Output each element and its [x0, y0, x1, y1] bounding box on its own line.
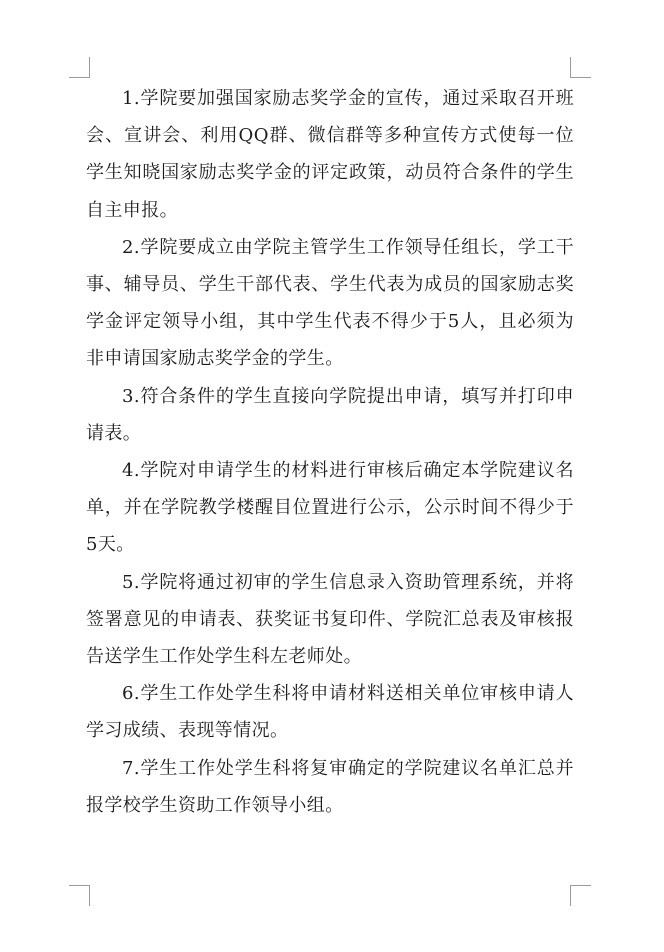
paragraph-2: 2.学院要成立由学院主管学生工作领导任组长，学工干事、辅导员、学生干部代表、学生代表为成员的国家励志奖学金评定领导小组，其中学生代表不得少于5人，且必须为非申请国家励志奖学金的学生。: [86, 236, 574, 370]
paragraph-5: 5.学院将通过初审的学生信息录入资助管理系统，并将签署意见的申请表、获奖证书复印件、学院汇总表及审核报告送学生工作处学生科左老师处。: [86, 571, 574, 668]
paragraph-7: 7.学生工作处学生科将复审确定的学院建议名单汇总并报学校学生资助工作领导小组。: [86, 757, 574, 816]
document-body: [86, 80, 574, 824]
margin-corner-mark-top-right: [570, 57, 591, 78]
paragraph-1: 1.学院要加强国家励志奖学金的宣传，通过采取召开班会、宣讲会、利用QQ群、微信群等多种宣传方式使每一位学生知晓国家励志奖学金的评定政策，动员符合条件的学生自主申报。: [86, 88, 574, 221]
margin-corner-mark-bottom-right: [570, 885, 591, 906]
paragraph-4: 4.学院对申请学生的材料进行审核后确定本学院建议名单，并在学院教学楼醒目位置进行公示，公示时间不得少于5天。: [86, 460, 574, 556]
paragraph-6: 6.学生工作处学生科将申请材料送相关单位审核申请人学习成绩、表现等情况。: [86, 683, 574, 742]
paragraph-3: 3.符合条件的学生直接向学院提出申请，填写并打印申请表。: [86, 385, 574, 444]
margin-corner-mark-bottom-left: [69, 885, 90, 906]
margin-corner-mark-top-left: [69, 57, 90, 78]
